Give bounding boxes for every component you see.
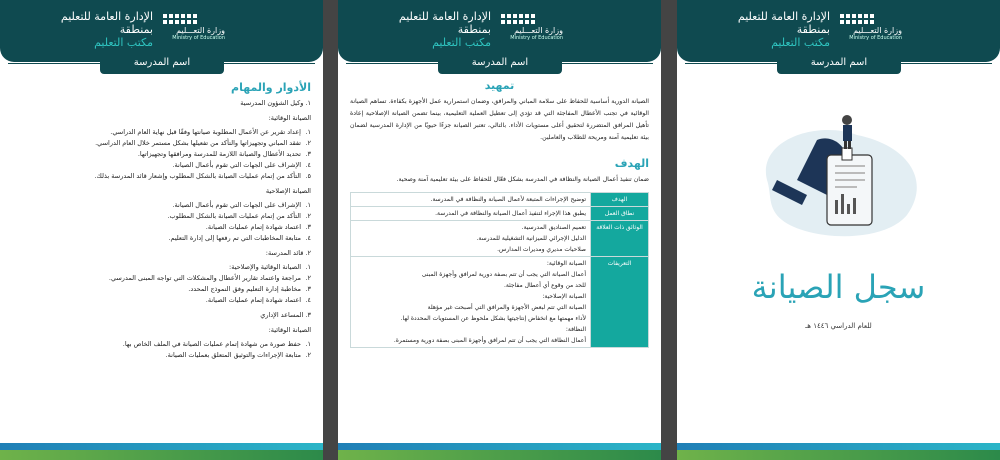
cover-title: سجل الصيانة [751, 268, 926, 306]
header-line3: مكتب التعليم [94, 36, 153, 49]
header-line2: بمنطقة [119, 23, 153, 36]
role-heading: ٢. قائد المدرسة: [265, 249, 311, 257]
page-intro [338, 0, 661, 460]
table-value: يطبق هذا الإجراء لتنفيذ أعمال الصيانة والنظافة في المدرسة. [351, 207, 591, 221]
table-row [351, 207, 649, 221]
list-item: ٢. التأكد من إتمام عمليات الصيانة بالشكل المطلوب. [167, 212, 311, 220]
list-item: ٤. متابعة المخاطبات التي تم رفعها إلى إدارة التعليم. [168, 234, 311, 242]
page-header: وزارة التعـــليم Ministry of Education الإدارة العامة للتعليم بمنطقة مكتب التعليم [677, 0, 1000, 62]
intro-title: تمهيد [484, 79, 515, 92]
ministry-logo: وزارة التعـــليم Ministry of Education [501, 14, 563, 44]
list-item: ٢. متابعة الإجراءات والتوثيق المتعلق بعمليات الصيانة. [165, 351, 311, 359]
page-footer [0, 434, 323, 460]
academic-year: للعام الدراسي ١٤٤٦ هـ [805, 322, 872, 330]
school-name-tab: اسم المدرسة [438, 52, 562, 74]
table-key: الوثائق ذات العلاقة [591, 221, 649, 257]
table-key: الهدف [591, 193, 649, 207]
table-row [351, 257, 649, 348]
school-name-tab: اسم المدرسة [777, 52, 901, 74]
school-name-tab: اسم المدرسة [100, 52, 224, 74]
list-item: ٢. مراجعة واعتماد تقارير الأعطال والمشكلات التي تواجه المبنى المدرسي. [108, 274, 311, 282]
table-key: نطاق العمل [591, 207, 649, 221]
ministry-logo: وزارة التعـــليم Ministry of Education [163, 14, 225, 44]
role-heading: ١. وكيل الشؤون المدرسية [240, 99, 311, 107]
roles-title: الأدوار والمهام [231, 81, 311, 94]
table-row [351, 193, 649, 207]
page-roles [0, 0, 323, 460]
header-line1: الإدارة العامة للتعليم [60, 10, 153, 23]
table-value: تعميم الصناديق المدرسية. الدليل الإجرائي للميزانية التشغيلية للمدرسة. صلاحيات مديري ومديرات المدارس. [351, 221, 591, 257]
procedure-table [350, 192, 649, 348]
list-item: ١. حفظ صورة من شهادة إتمام عمليات الصيانة في الملف الخاص بها. [122, 340, 311, 348]
list-item: ١. الصيانة الوقائية والإصلاحية: [229, 263, 311, 271]
list-item: ٤. الإشراف على الجهات التي تقوم بأعمال الصيانة. [172, 161, 311, 169]
list-item: ١. إعداد تقرير عن الأعمال المطلوبة صيانتها وفقًا قبل نهاية العام الدراسي. [110, 128, 311, 136]
list-item: ٣. اعتماد شهادة إتمام عمليات الصيانة. [205, 223, 311, 231]
list-item: ٣. تحديد الأعطال والصيانة اللازمة للمدرسة ومرافقها وتجهيزاتها. [137, 150, 311, 158]
list-admin [12, 339, 311, 361]
sub-heading: الصيانة الوقائية: [268, 326, 311, 334]
page-footer [677, 434, 1000, 460]
sub-heading: الصيانة الإصلاحية [265, 187, 311, 195]
role-heading: ٣. المساعد الإداري [260, 311, 311, 319]
list-item: ٤. اعتماد شهادة إتمام عمليات الصيانة. [205, 296, 311, 304]
list-corrective [12, 200, 311, 244]
table-key: التعريفات [591, 257, 649, 348]
page-cover [677, 0, 1000, 460]
list-item: ١. الإشراف على الجهات التي تقوم بأعمال الصيانة. [172, 201, 311, 209]
list-principal [12, 262, 311, 306]
sub-heading: الصيانة الوقائية: [268, 114, 311, 122]
list-preventive-1 [12, 127, 311, 182]
table-value: توضيح الإجراءات المتبعة لأعمال الصيانة والنظافة في المدرسة. [351, 193, 591, 207]
intro-paragraph: الصيانة الدورية أساسية للحفاظ على سلامة المباني والمرافق، وضمان استمرارية عمل الأجهزة بكفاءة. تساهم الصيانة الوقائية في تجنب الأعطال المفاجئة التي قد تؤدي إلى تعطيل العملية التعليمية، بينما تضمن الصيانة الإصلاحية إعادة تأهيل المرافق المتضررة لتحقيق أعلى مستويات الأداء. بالتالي، تعتبر الصيانة جزءًا حيويًا من الإدارة المدرسية لضمان بيئة تعليمية آمنة ومريحة للطلاب والعاملين. [350, 98, 649, 141]
page-footer [338, 434, 661, 460]
maintenance-illustration [747, 110, 932, 245]
list-item: ٣. مخاطبة إدارة التعليم وفق النموذج المحدد. [188, 285, 311, 293]
page-header: وزارة التعـــليم Ministry of Education الإدارة العامة للتعليم بمنطقة مكتب التعليم [338, 0, 661, 62]
table-row [351, 221, 649, 257]
table-value: الصيانة الوقائية: أعمال الصيانة التي يجب أن تتم بصفة دورية لمرافق وأجهزة المبنى للحد من وقوع أي أعطال مفاجئة. الصيانة الإصلاحية: الصيانة التي تتم لبعض الأجهزة والمرافق التي أصبحت غير مؤهلة لأداء مهمتها مع انخفاض إنتاجيتها بشكل ملحوظ عن المستويات المحددة لها. النظافة: أعمال النظافة التي يجب أن تتم لمرافق وأجهزة المبنى بصفة دورية ومستمرة. [351, 257, 591, 348]
list-item: ٢. تفقد المباني وتجهيزاتها والتأكد من تفعيلها بشكل مستمر خلال العام الدراسي. [95, 139, 311, 147]
ministry-logo: وزارة التعـــليم Ministry of Education [840, 14, 902, 44]
goal-paragraph: ضمان تنفيذ أعمال الصيانة والنظافة في المدرسة بشكل فعّال للحفاظ على بيئة تعليمية آمنة وصحية. [396, 176, 649, 183]
goal-title: الهدف [614, 157, 649, 170]
list-item: ٥. التأكد من إتمام عمليات الصيانة بالشكل المطلوب وإشعار قائد المدرسة بذلك. [94, 172, 311, 180]
